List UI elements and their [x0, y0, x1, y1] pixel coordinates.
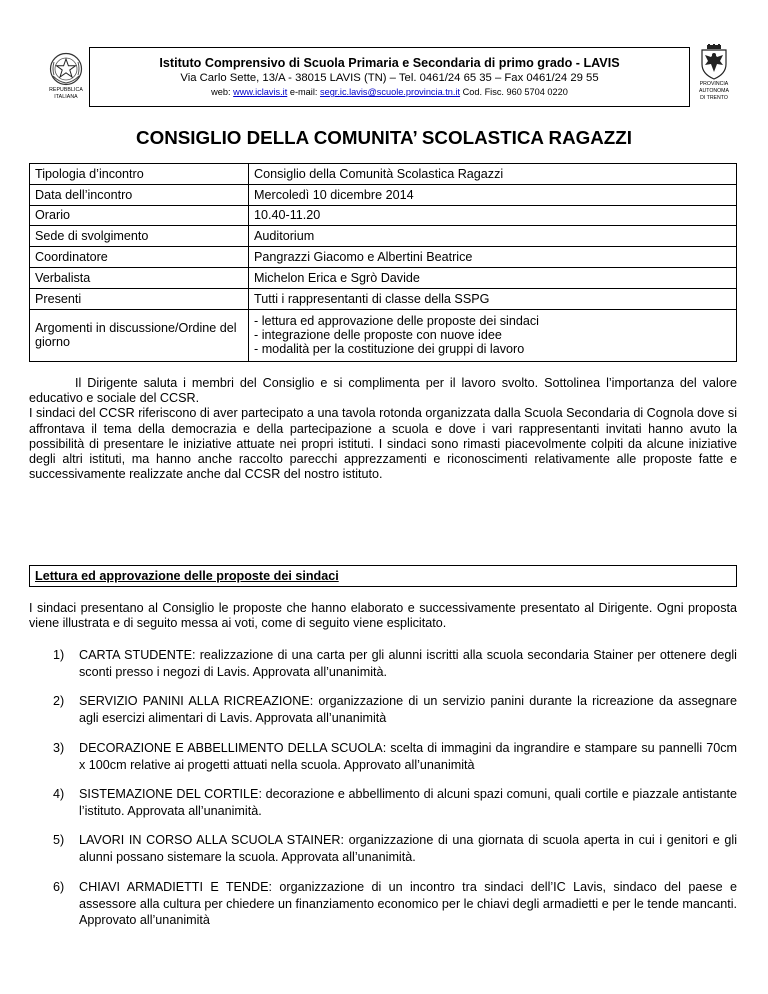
emblem-right-label-3: DI TRENTO: [700, 95, 728, 101]
row-label: Verbalista: [30, 267, 249, 288]
item-text: SERVIZIO PANINI ALLA RICREAZIONE: organizzazione di un servizio panini durante la ricreazione da assegnare agli esercizi alimentari di Lavis. Approvata all’unanimità: [79, 694, 737, 725]
item-number: 4): [53, 787, 65, 801]
intro-section: [29, 376, 737, 482]
trento-eagle-crest-icon: [699, 44, 729, 80]
agenda-item: - integrazione delle proposte con nuove idee: [254, 328, 502, 343]
item-text: LAVORI IN CORSO ALLA SCUOLA STAINER: organizzazione di una giornata di scuola aperta in cui i genitori e gli alunni possano sistemare la scuola. Approvata all’unanimità.: [79, 833, 737, 864]
row-label: Data dell’incontro: [30, 184, 249, 205]
agenda-item: - modalità per la costituzione dei gruppi di lavoro: [254, 342, 525, 357]
row-label: Coordinatore: [30, 247, 249, 268]
item-text: SISTEMAZIONE DEL CORTILE: decorazione e abbellimento di alcuni spazi comuni, quali cortile e piazzale antistante l’istituto. Approvata all’unanimità.: [79, 787, 737, 818]
email-link[interactable]: segr.ic.lavis@scuole.provincia.tn.it: [319, 87, 461, 97]
website-link[interactable]: www.iclavis.it: [233, 87, 288, 97]
intro-paragraph: Il Dirigente saluta i membri del Consiglio e si complimenta per il lavoro svolto. Sottolinea l’importanza del valore educativo e sociale del CCSR.: [29, 376, 737, 406]
table-row: [30, 205, 737, 226]
table-row: [30, 184, 737, 205]
item-text: DECORAZIONE E ABBELLIMENTO DELLA SCUOLA: scelta di immagini da ingrandire e stampare su pannelli 70cm x 100cm relative ai progetti attuati nella scuola. Approvato all’unanimità: [79, 741, 737, 772]
table-row: [30, 247, 737, 268]
table-row: [30, 164, 737, 185]
agenda-item: - lettura ed approvazione delle proposte dei sindaci: [254, 314, 539, 329]
row-label: Tipologia d’incontro: [30, 164, 249, 185]
fiscal-code: Cod. Fisc. 960 5704 0220: [462, 87, 568, 97]
trento-province-emblem: [694, 44, 734, 101]
item-number: 2): [53, 694, 65, 708]
item-text: CHIAVI ARMADIETTI E TENDE: organizzazione di un incontro tra sindaci dell’IC Lavis, sindaco del paese e assessore alla cultura per chiedere un finanziamento economico per le chiavi degli armadietti e per le tende mancanti. Approvato all’unanimità: [79, 880, 737, 927]
row-value: Mercoledì 10 dicembre 2014: [249, 184, 737, 205]
row-value: Pangrazzi Giacomo e Albertini Beatrice: [249, 247, 737, 268]
institute-header: [89, 47, 690, 107]
institute-address: Via Carlo Sette, 13/A - 38015 LAVIS (TN) – Tel. 0461/24 65 35 – Fax 0461/24 29 55: [180, 72, 599, 84]
item-text: CARTA STUDENTE: realizzazione di una carta per gli alunni iscritti alla scuola secondaria Stainer per ottenere degli sconti presso i negozi di Lavis. Approvata all’unanimità.: [79, 648, 737, 679]
row-label: Sede di svolgimento: [30, 226, 249, 247]
item-number: 5): [53, 833, 65, 847]
emblem-left-label-1: REPUBBLICA: [49, 87, 83, 93]
meeting-info-table: [29, 163, 737, 362]
intro-paragraph: I sindaci del CCSR riferiscono di aver partecipato a una tavola rotonda organizzata dalla Scuola Secondaria di Cognola dove si affrontava il tema della democrazia e della partecipazione a scuola e dove i vari rappresentanti invitati hanno avuto la possibilità di presentare le iniziative attuate nei propri istituti. I sindaci sono rimasti piacevolmente colpiti da alcune iniziative degli altri istituti, ma hanno anche raccolto parecchi apprezzamenti e riconoscimenti relativamente alle proposte fatte e successivamente realizzate anche dal CCSR del nostro istituto.: [29, 406, 737, 482]
table-row-agenda: [30, 309, 737, 361]
item-number: 3): [53, 741, 65, 755]
row-value: Auditorium: [249, 226, 737, 247]
list-item: [29, 786, 737, 819]
document-title: CONSIGLIO DELLA COMUNITA’ SCOLASTICA RAGAZZI: [136, 127, 632, 148]
section-heading: Lettura ed approvazione delle proposte dei sindaci: [29, 565, 737, 587]
table-row: [30, 267, 737, 288]
emblem-right-label-2: AUTONOMA: [699, 88, 729, 94]
section-text: I sindaci presentano al Consiglio le proposte che hanno elaborato e successivamente presentato al Dirigente. Ogni proposta viene illustrata e di seguito messa ai voti, come di seguito viene esplicitato.: [29, 601, 737, 631]
row-value: Michelon Erica e Sgrò Davide: [249, 267, 737, 288]
row-label: Orario: [30, 205, 249, 226]
row-label: Presenti: [30, 288, 249, 309]
agenda-items: [249, 309, 737, 361]
institute-name: Istituto Comprensivo di Scuola Primaria e Secondaria di primo grado - LAVIS: [159, 56, 620, 70]
emblem-left-label-2: ITALIANA: [54, 94, 78, 100]
row-value: Tutti i rappresentanti di classe della SSPG: [249, 288, 737, 309]
list-item: [29, 647, 737, 680]
italian-republic-emblem: [46, 52, 86, 100]
emblem-right-label-1: PROVINCIA: [699, 81, 729, 87]
web-label: web:: [211, 87, 231, 97]
item-number: 1): [53, 648, 65, 662]
item-number: 6): [53, 880, 65, 894]
row-value: 10.40-11.20: [249, 205, 737, 226]
agenda-label: Argomenti in discussione/Ordine del giorno: [30, 309, 249, 361]
list-item: [29, 740, 737, 773]
email-label: e-mail:: [289, 87, 318, 97]
table-row: [30, 288, 737, 309]
italian-republic-emblem-icon: [49, 52, 83, 86]
table-row: [30, 226, 737, 247]
list-item: [29, 879, 737, 929]
list-item: [29, 832, 737, 865]
institute-contacts: [90, 87, 689, 97]
row-value: Consiglio della Comunità Scolastica Ragazzi: [249, 164, 737, 185]
list-item: [29, 693, 737, 726]
